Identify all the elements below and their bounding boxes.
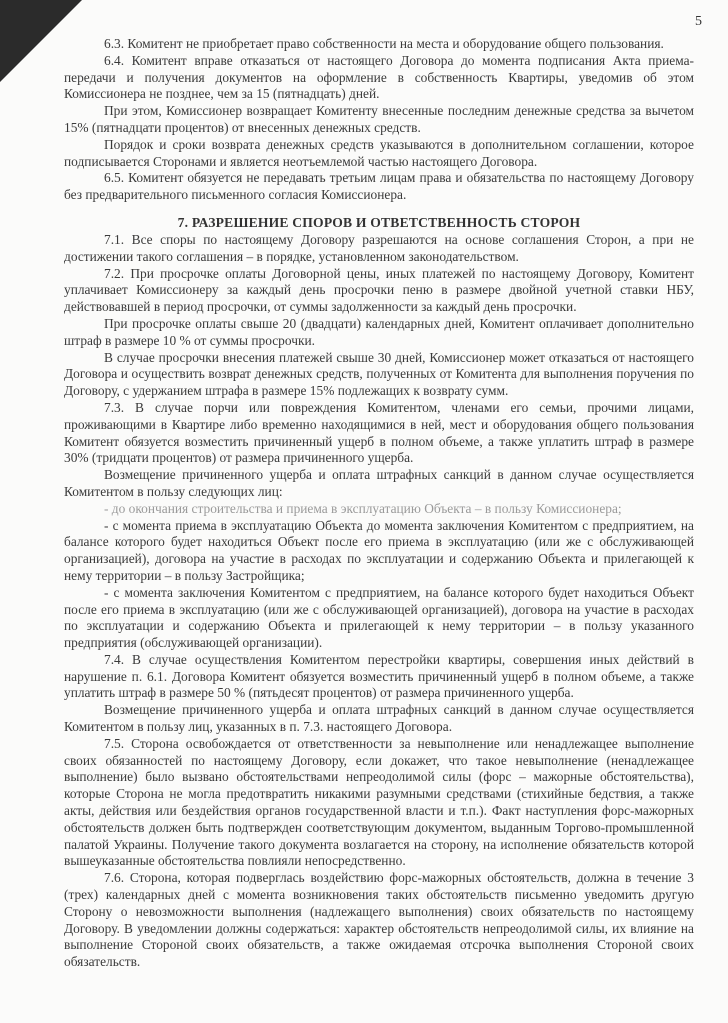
list-item-before-acceptance: - до окончания строительства и приема в эксплуатацию Объекта – в пользу Комиссионера; [104,500,622,516]
paragraph-6-5: 6.5. Комитент обязуется не передавать третьим лицам права и обязательства по настоящему Договору без предварительного письменного согласия Комиссионера. [64,170,694,203]
paragraph-6-4: 6.4. Комитент вправе отказаться от настоящего Договора до момента подписания Акта приема-передачи и получения документов на оформление в собственность Квартиры, уведомив об этом Комиссионера не позднее, чем за 15 (пятнадцать) дней. [64,52,694,102]
paragraph-7-2-penalty: При просрочке оплаты свыше 20 (двадцати) календарных дней, Комитент оплачивает дополнительно штраф в размере 10 % от суммы просрочки. [64,315,694,348]
paragraph-6-4-procedure: Порядок и сроки возврата денежных средств указываются в дополнительном соглашении, которое подписывается Сторонами и является неотъемлемой частью настоящего Договора. [64,136,694,169]
paragraph-7-4: 7.4. В случае осуществления Комитентом перестройки квартиры, совершения иных действий в нарушение п. 6.1. Договора Комитент обязуется возместить причиненный ущерб в полном объеме, а также уплатить штраф в размере 50 % (пятьдесят процентов) от размера причиненного ущерба. [64,651,694,701]
paragraph-6-4-refund: При этом, Комиссионер возвращает Комитенту внесенные последним денежные средства за вычетом 15% (пятнадцати процентов) от внесенных денежных средств. [64,103,694,135]
paragraph-6-3: 6.3. Комитент не приобретает право собственности на места и оборудование общего пользования. [104,36,664,51]
list-item-after-agreement: - с момента заключения Комитентом с предприятием, на балансе которого будет находиться Объект после его приема в эксплуатацию (или же с обслуживающей организацией), договора на участие в расходах по эксплуатации и содержанию Объекта и прилегающей к нему территории – в пользу указанного предприятия (обслуживающей организации). [64,584,694,651]
document-body [64,36,694,971]
list-item-after-acceptance: - с момента приема в эксплуатацию Объекта до момента заключения Комитентом с предприятием, на балансе которого будет находиться Объект после его приема в эксплуатацию (или же с обслуживающей организацией), договора на участие в расходах по эксплуатации и содержанию Объекта и прилегающей к нему территории – в пользу Застройщика; [64,517,694,583]
page-number: 5 [695,14,702,29]
paragraph-7-2: 7.2. При просрочке оплаты Договорной цены, иных платежей по настоящему Договору, Комитент уплачивает Комиссионеру за каждый день просрочки пеню в размере двойной учетной ставки НБУ, действовавшей в период просрочки, от суммы задолженности за каждый день просрочки. [64,265,694,315]
paragraph-7-1: 7.1. Все споры по настоящему Договору разрешаются на основе соглашения Сторон, а при не достижении такого соглашения – в порядке, установленном законодательством. [64,231,694,264]
paragraph-7-3-compensation: Возмещение причиненного ущерба и оплата штрафных санкций в данном случае осуществляется Комитентом в пользу следующих лиц: [64,467,694,499]
paragraph-7-2-termination: В случае просрочки внесения платежей свыше 30 дней, Комиссионер может отказаться от настоящего Договора и осуществить возврат денежных средств, полученных от Комитента для выполнения поручения по Договору, с удержанием штрафа в размере 15% подлежащих к возврату сумм. [64,349,694,399]
paragraph-7-6: 7.6. Сторона, которая подверглась воздействию форс-мажорных обстоятельств, должна в течение 3 (трех) календарных дней с момента возникновения таких обстоятельств письменно уведомить другую Сторону о невозможности выполнения (надлежащего выполнения) своих обязательств по настоящему Договору. В уведомлении должны содержаться: характер обстоятельств непреодолимой силы, их влияние на выполнение Стороной своих обязательств, а также ожидаемая отсрочка выполнения Стороной своих обязательств. [64,870,694,970]
paragraph-7-3: 7.3. В случае порчи или повреждения Комитентом, членами его семьи, прочими лицами, проживающими в Квартире либо временно находящимися в ней, мест и оборудования общего пользования Комитент обязуется возместить причиненный ущерб в полном объеме, а также уплатить штраф в размере 30% (тридцати процентов) от размера причиненного ущерба. [64,399,694,466]
section-heading: 7. РАЗРЕШЕНИЕ СПОРОВ И ОТВЕТСТВЕННОСТЬ СТОРОН [177,214,581,230]
paragraph-7-5: 7.5. Сторона освобождается от ответственности за невыполнение или ненадлежащее выполнение своих обязанностей по настоящему Договору, если докажет, что такое невыполнение (ненадлежащее выполнение) было вызвано обстоятельствами непреодолимой силы (форс – мажорные обстоятельства), которые Сторона не могла предотвратить никакими разумными средствами (стихийные бедствия, а также акты, действия или бездействия органов государственной власти и т.п.). Факт наступления форс-мажорных обстоятельств должен быть подтвержден соответствующим документом, выданным Торгово-промышленной палатой Украины. Получение такого документа возлагается на сторону, на исполнение обязательств которой вышеуказанные обстоятельства повлияли непосредственно. [64,735,694,869]
paragraph-7-4-compensation: Возмещение причиненного ущерба и оплата штрафных санкций в данном случае осуществляется Комитентом в пользу лиц, указанных в п. 7.3. настоящего Договора. [64,702,694,735]
